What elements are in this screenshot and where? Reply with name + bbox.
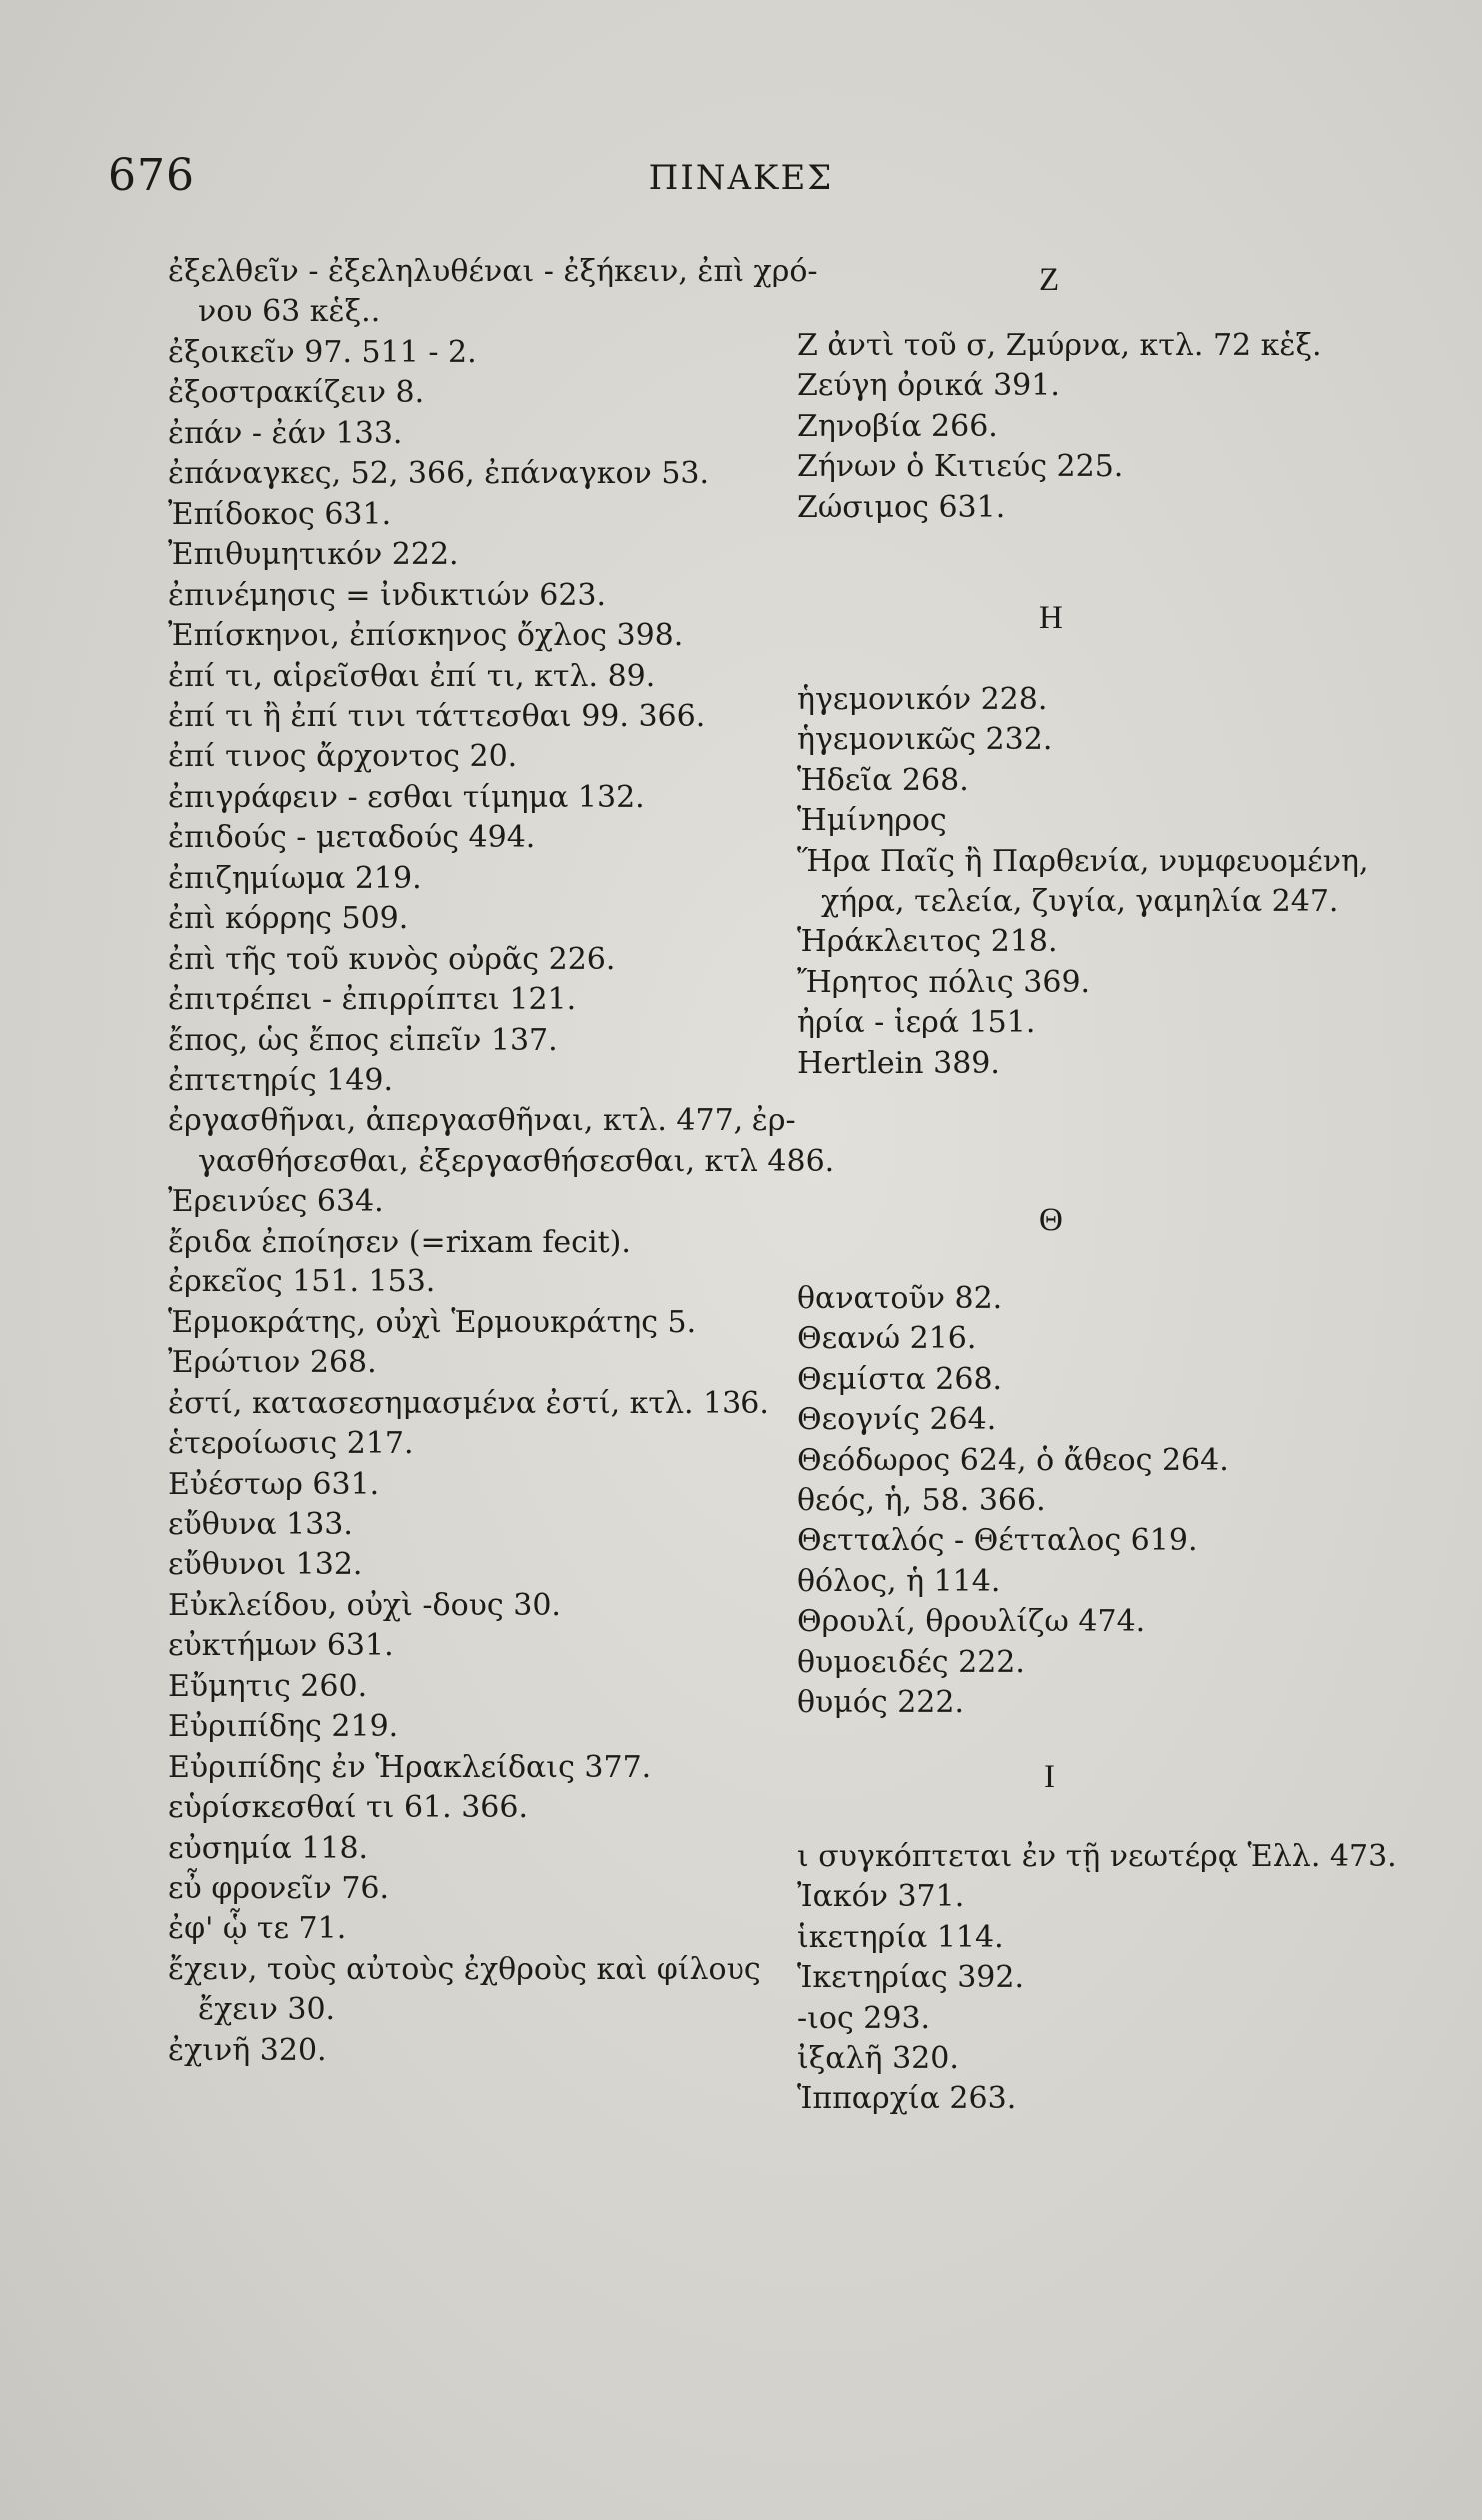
index-entry: Θετταλός - Θέτταλος 619.	[797, 1523, 1198, 1559]
section-letter: Θ	[1039, 1202, 1063, 1238]
index-entry: χήρα, τελεία, ζυγία, γαμηλία 247.	[821, 884, 1339, 919]
index-entry: Θρουλί, θρουλίζω 474.	[797, 1604, 1146, 1640]
index-entry: θόλος, ἡ 114.	[797, 1563, 1001, 1599]
index-entry: ἐστί, κατασεσημασμένα ἐστί, κτλ. 136.	[168, 1385, 769, 1421]
index-entry: ἐπιγράφειν - εσθαι τίμημα 132.	[168, 779, 645, 815]
index-entry: Θεανώ 216.	[797, 1321, 977, 1357]
index-entry: Θεογνίς 264.	[797, 1402, 997, 1438]
index-entry: εὖ φρονεῖν 76.	[168, 1871, 390, 1906]
index-entry: εὐκτήμων 631.	[168, 1628, 394, 1664]
index-entry: εὑρίσκεσθαί τι 61. 366.	[168, 1790, 528, 1826]
index-entry: θανατοῦν 82.	[797, 1281, 1003, 1316]
index-entry: ἔπος, ὡς ἔπος εἰπεῖν 137.	[168, 1022, 558, 1058]
index-entry: ἐπιτρέπει - ἐπιρρίπτει 121.	[168, 982, 577, 1018]
index-entry: Ἐπιθυμητικόν 222.	[168, 537, 459, 573]
index-entry: -ιος 293.	[797, 2000, 931, 2036]
index-entry: θυμός 222.	[797, 1685, 964, 1720]
index-entry: ἐπὶ τῆς τοῦ κυνὸς οὐρᾶς 226.	[168, 941, 616, 977]
index-entry: ἐπιδούς - μεταδούς 494.	[168, 820, 536, 856]
index-entry: Ζήνων ὁ Κιτιεύς 225.	[797, 449, 1124, 485]
index-entry: ἐπί τι ἢ ἐπί τινι τάττεσθαι 99. 366.	[168, 698, 706, 734]
section-letter: Z	[1039, 262, 1060, 298]
index-entry: ἐπί τι, αἱρεῖσθαι ἐπί τι, κτλ. 89.	[168, 658, 656, 694]
index-entry: Ἐρεινύες 634.	[168, 1184, 384, 1220]
index-entry: εὔθυνα 133.	[168, 1506, 353, 1542]
index-entry: ἐφ' ᾧ τε 71.	[168, 1911, 347, 1947]
section-letter: I	[1044, 1759, 1055, 1795]
index-entry: ἠρία - ἱερά 151.	[797, 1005, 1036, 1041]
index-entry: ἐπὶ κόρρης 509.	[168, 901, 409, 937]
index-entry: ἐξοστρακίζειν 8.	[168, 375, 425, 411]
section-letter: H	[1039, 600, 1063, 636]
index-entry: Ἥρα Παῖς ἢ Παρθενία, νυμφευομένη,	[797, 843, 1369, 879]
index-entry: Εὐριπίδης 219.	[168, 1709, 399, 1745]
index-entry: ἐπιζημίωμα 219.	[168, 860, 422, 896]
index-entry: Ἐπίδοκος 631.	[168, 496, 392, 532]
index-entry: ἐπινέμησις = ἰνδικτιών 623.	[168, 577, 607, 613]
index-entry: ἐπάναγκες, 52, 366, ἐπάναγκον 53.	[168, 456, 710, 492]
index-entry: Εὐριπίδης ἐν Ἡρακλείδαις 377.	[168, 1749, 652, 1785]
index-entry: ἐξελθεῖν - ἐξεληλυθέναι - ἐξήκειν, ἐπὶ χρό-	[168, 254, 818, 289]
index-entry: Θεόδωρος 624, ὁ ἄθεος 264.	[797, 1442, 1229, 1478]
page-number: 676	[108, 150, 195, 201]
index-entry: Ἱκετηρίας 392.	[797, 1960, 1025, 1996]
index-entry: ἐπάν - ἐάν 133.	[168, 415, 403, 451]
index-entry: ἐρκεῖος 151. 153.	[168, 1264, 436, 1300]
index-entry: Θεμίστα 268.	[797, 1361, 1003, 1397]
index-entry: ἐξοικεῖν 97. 511 - 2.	[168, 334, 477, 370]
index-entry: ἐργασθῆναι, ἀπεργασθῆναι, κτλ. 477, ἐρ-	[168, 1103, 796, 1139]
index-entry: Ἡμίνηρος	[797, 803, 947, 839]
index-entry: εὔθυνοι 132.	[168, 1547, 363, 1583]
index-entry: Ἰακόν 371.	[797, 1879, 965, 1915]
index-entry: Ἤρητος πόλις 369.	[797, 964, 1091, 1000]
index-entry: ἔχειν 30.	[198, 1992, 336, 2028]
index-entry: Ἐρώτιον 268.	[168, 1345, 377, 1381]
index-entry: ἔχειν, τοὺς αὐτοὺς ἐχθροὺς καὶ φίλους	[168, 1951, 761, 1987]
index-entry: ἡγεμονικόν 228.	[797, 682, 1048, 717]
index-entry: Εὐκλείδου, οὐχὶ -δους 30.	[168, 1587, 561, 1623]
index-entry: θεός, ἡ, 58. 366.	[797, 1483, 1046, 1518]
index-entry: ἐχινῆ 320.	[168, 2032, 327, 2068]
index-entry: ἐπτετηρίς 149.	[168, 1063, 394, 1098]
index-entry: θυμοειδές 222.	[797, 1644, 1025, 1680]
index-entry: Ἑρμοκράτης, οὐχὶ Ἑρμουκράτης 5.	[168, 1304, 697, 1340]
index-entry: Hertlein 389.	[797, 1045, 1000, 1081]
index-entry: νου 63 κἑξ..	[198, 294, 381, 330]
index-entry: Ζηνοβία 266.	[797, 408, 998, 444]
index-entry: γασθήσεσθαι, ἐξεργασθήσεσθαι, κτλ 486.	[198, 1143, 835, 1179]
index-entry: Ἡράκλειτος 218.	[797, 924, 1058, 960]
index-entry: ἰξαλῆ 320.	[797, 2041, 959, 2076]
index-entry: Ζ ἀντὶ τοῦ σ, Ζμύρνα, κτλ. 72 κἑξ.	[797, 328, 1322, 363]
index-entry: Εὐέστωρ 631.	[168, 1466, 380, 1502]
index-entry: ἡγεμονικῶς 232.	[797, 722, 1053, 758]
index-entry: Ζεύγη ὀρικά 391.	[797, 368, 1060, 404]
index-entry: Ἱππαρχία 263.	[797, 2081, 1017, 2117]
index-entry: εὐσημία 118.	[168, 1830, 369, 1866]
index-entry: ἔριδα ἐποίησεν (=rixam fecit).	[168, 1224, 631, 1260]
index-entry: Ζώσιμος 631.	[797, 489, 1006, 525]
index-entry: Ἐπίσκηνοι, ἐπίσκηνος ὄχλος 398.	[168, 618, 684, 654]
running-title: ΠΙΝΑΚΕΣ	[648, 158, 834, 198]
page-header	[0, 150, 1482, 210]
index-entry: ἑτεροίωσις 217.	[168, 1426, 414, 1462]
index-entry: ἱκετηρία 114.	[797, 1919, 1004, 1955]
index-entry: ι συγκόπτεται ἐν τῇ νεωτέρᾳ Ἑλλ. 473.	[797, 1839, 1397, 1874]
index-entry: ἐπί τινος ἄρχοντος 20.	[168, 739, 518, 775]
index-entry: Εὔμητις 260.	[168, 1668, 368, 1704]
index-entry: Ἡδεῖα 268.	[797, 762, 969, 798]
